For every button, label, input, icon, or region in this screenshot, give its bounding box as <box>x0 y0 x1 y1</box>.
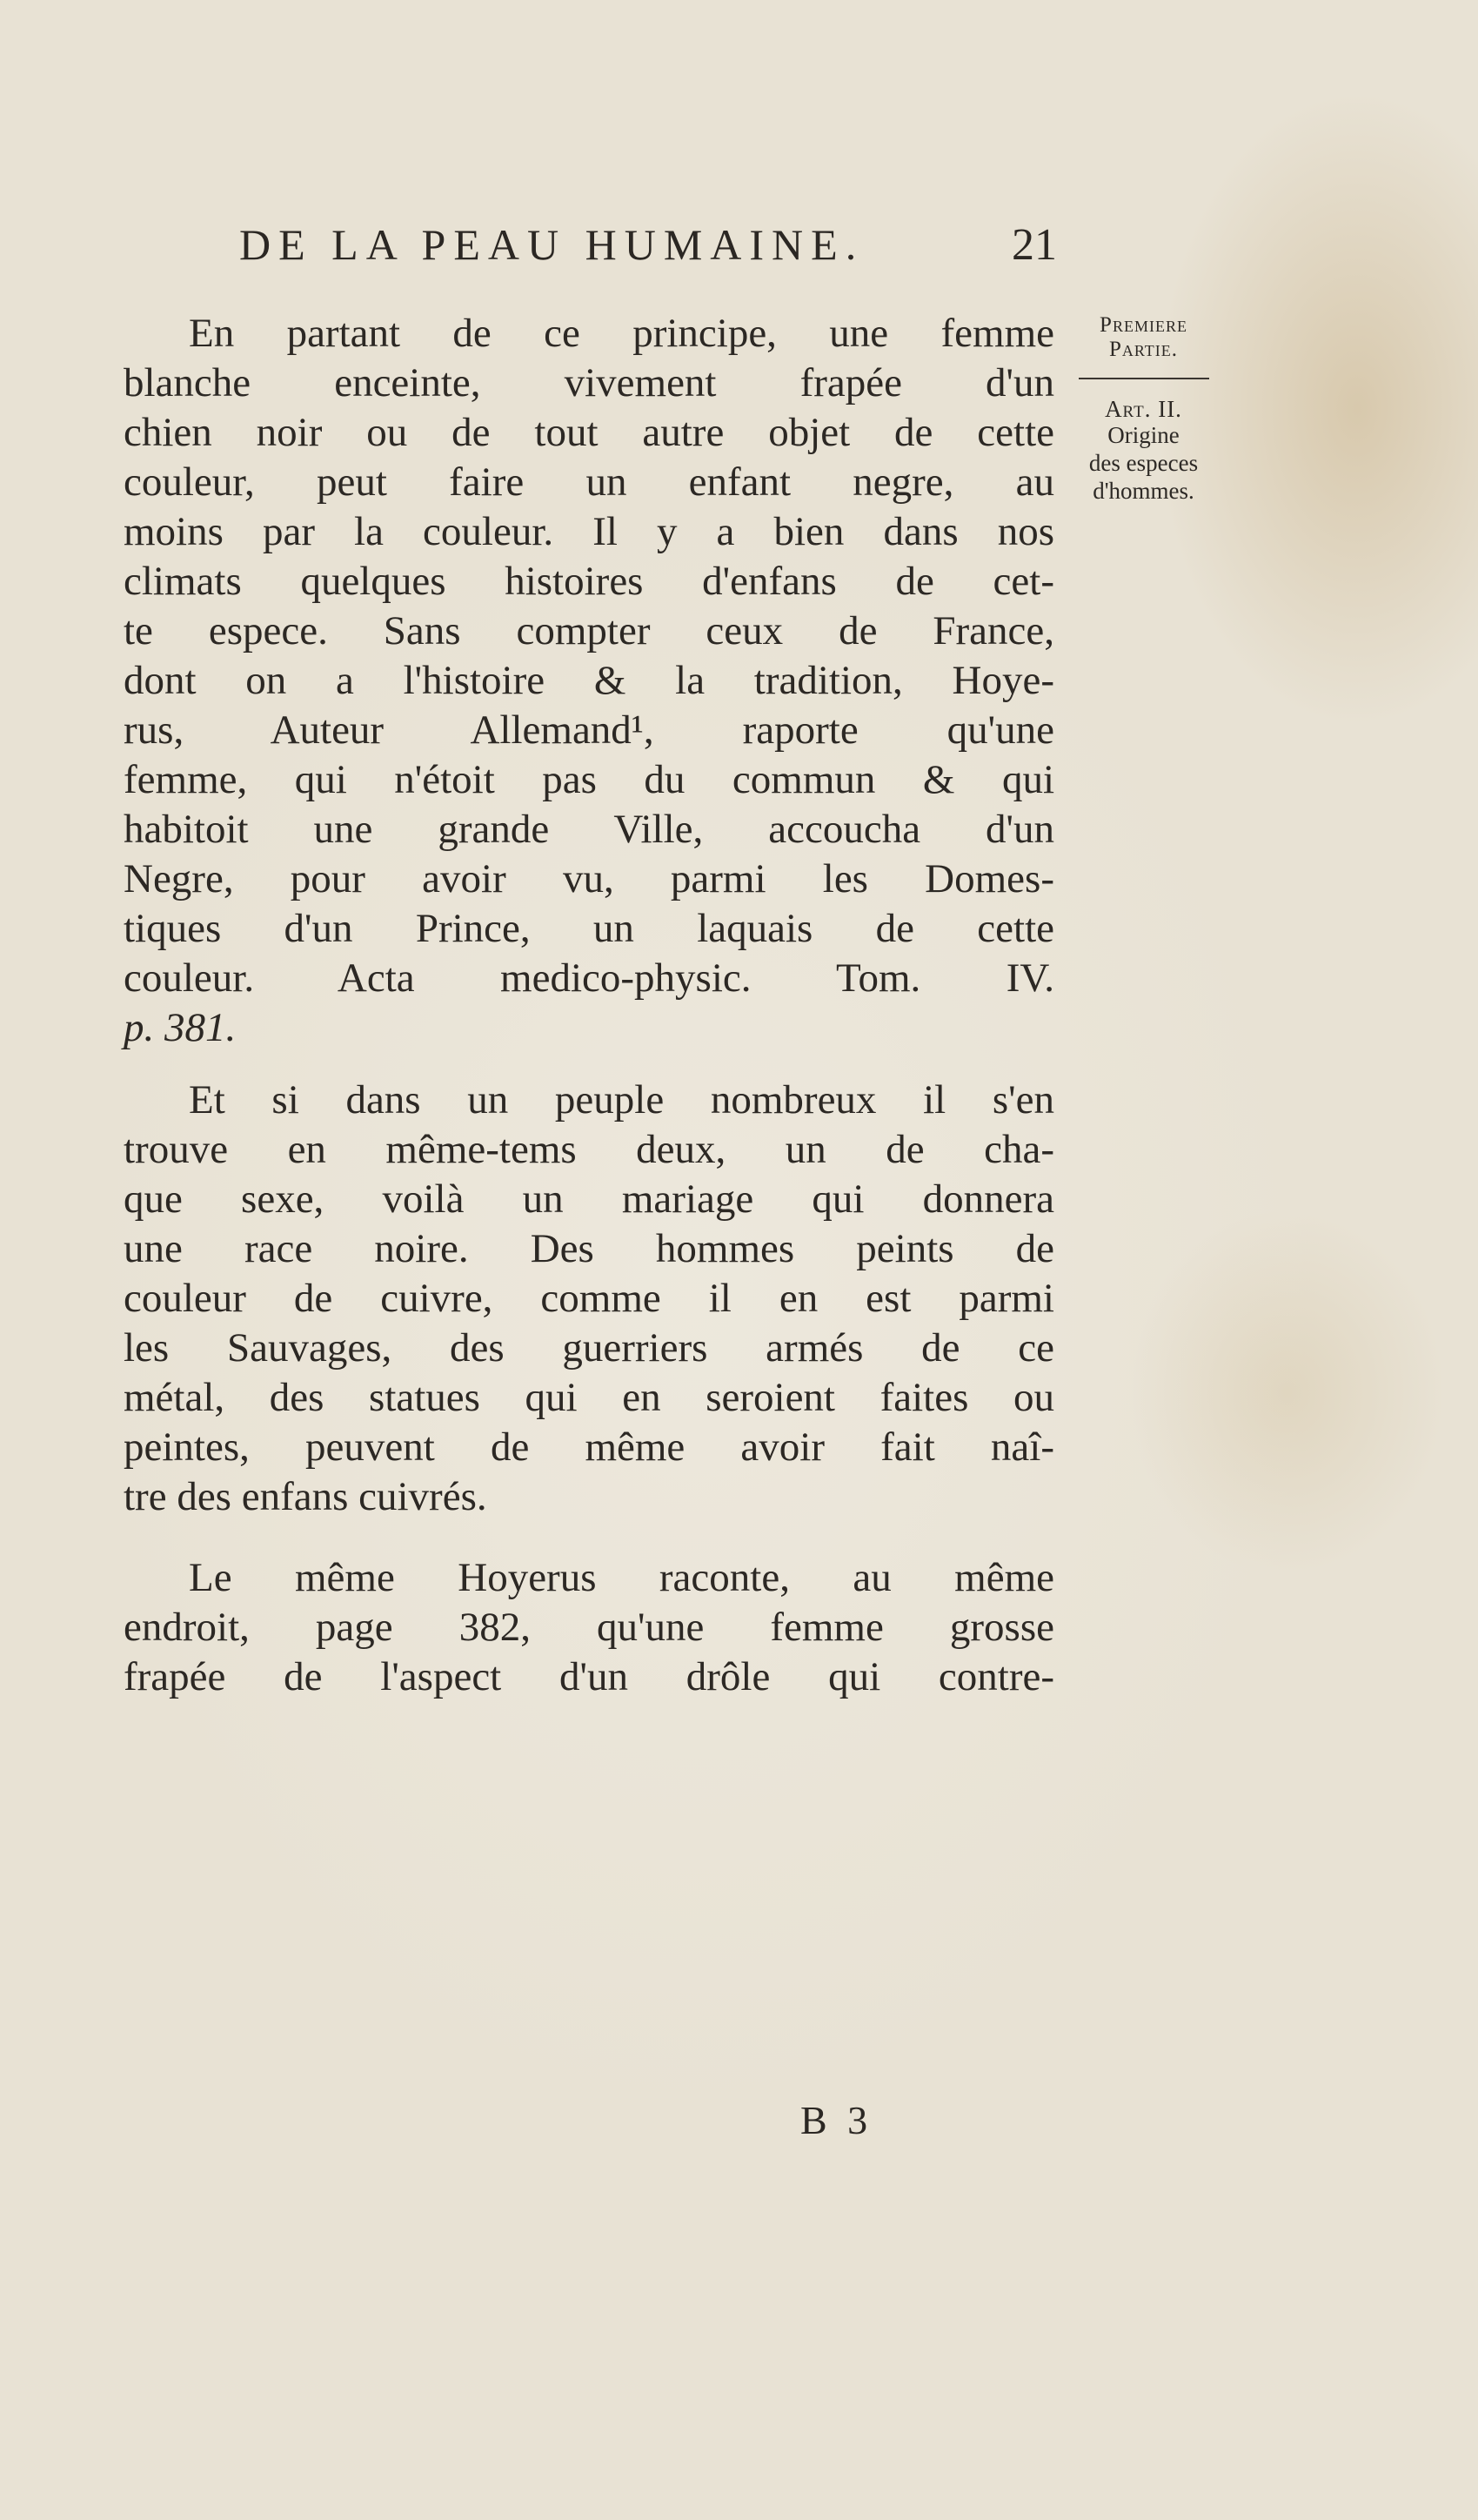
text-line: climats quelques histoires d'enfans de cet- <box>124 559 1054 604</box>
text-line: En partant de ce principe, une femme <box>189 311 1054 356</box>
text-line: les Sauvages, des guerriers armés de ce <box>124 1325 1054 1371</box>
margin-note-line: des especes <box>1088 450 1199 476</box>
text-line: femme, qui n'étoit pas du commun & qui <box>124 757 1054 802</box>
text-line: trouve en même-tems deux, un de cha- <box>124 1127 1054 1172</box>
margin-note <box>1063 313 1224 505</box>
text-line: rus, Auteur Allemand¹, raporte qu'une <box>124 707 1054 753</box>
text-line: habitoit une grande Ville, accoucha d'un <box>124 807 1054 852</box>
page-header <box>239 219 1057 280</box>
body-text <box>124 309 1054 1702</box>
text-line: blanche enceinte, vivement frapée d'un <box>124 360 1054 405</box>
text-line: une race noire. Des hommes peints de <box>124 1226 1054 1271</box>
text-line: métal, des statues qui en seroient faites ou <box>124 1375 1054 1420</box>
text-line: endroit, page 382, qu'une femme grosse <box>124 1605 1054 1650</box>
text-line: tiques d'un Prince, un laquais de cette <box>124 906 1054 951</box>
text-line: chien noir ou de tout autre objet de cette <box>124 410 1054 455</box>
text-line: Negre, pour avoir vu, parmi les Domes- <box>124 856 1054 901</box>
text-line: couleur, peut faire un enfant negre, au <box>124 459 1054 505</box>
text-line: Le même Hoyerus raconte, au même <box>189 1555 1054 1600</box>
text-line: p. 381. <box>124 1005 237 1050</box>
text-line: Et si dans un peuple nombreux il s'en <box>189 1077 1054 1123</box>
margin-note-rule <box>1079 378 1209 379</box>
text-line: que sexe, voilà un mariage qui donnera <box>124 1176 1054 1222</box>
page-number: 21 <box>1012 220 1057 270</box>
text-line: dont on a l'histoire & la tradition, Hoye- <box>124 658 1054 703</box>
margin-note-line: Partie. <box>1108 338 1179 361</box>
text-line: te espece. Sans compter ceux de France, <box>124 608 1054 653</box>
margin-note-line: d'hommes. <box>1093 478 1194 504</box>
text-line: couleur de cuivre, comme il en est parmi <box>124 1276 1054 1321</box>
text-line: moins par la couleur. Il y a bien dans nos <box>124 509 1054 554</box>
margin-note-line: Art. II. <box>1105 396 1182 422</box>
paragraph-gap <box>124 1053 1054 1076</box>
margin-note-line: Premiere <box>1100 313 1187 337</box>
running-title: DE LA PEAU HUMAINE. <box>239 220 865 269</box>
signature-mark: B 3 <box>800 2098 873 2142</box>
margin-note-line: Origine <box>1107 422 1180 448</box>
text-line: peintes, peuvent de même avoir fait naî- <box>124 1424 1054 1470</box>
paragraph-gap <box>124 1522 1054 1553</box>
text-line: couleur. Acta medico-physic. Tom. IV. <box>124 955 1054 1001</box>
text-line: tre des enfans cuivrés. <box>124 1474 487 1519</box>
text-line: frapée de l'aspect d'un drôle qui contre- <box>124 1654 1054 1699</box>
